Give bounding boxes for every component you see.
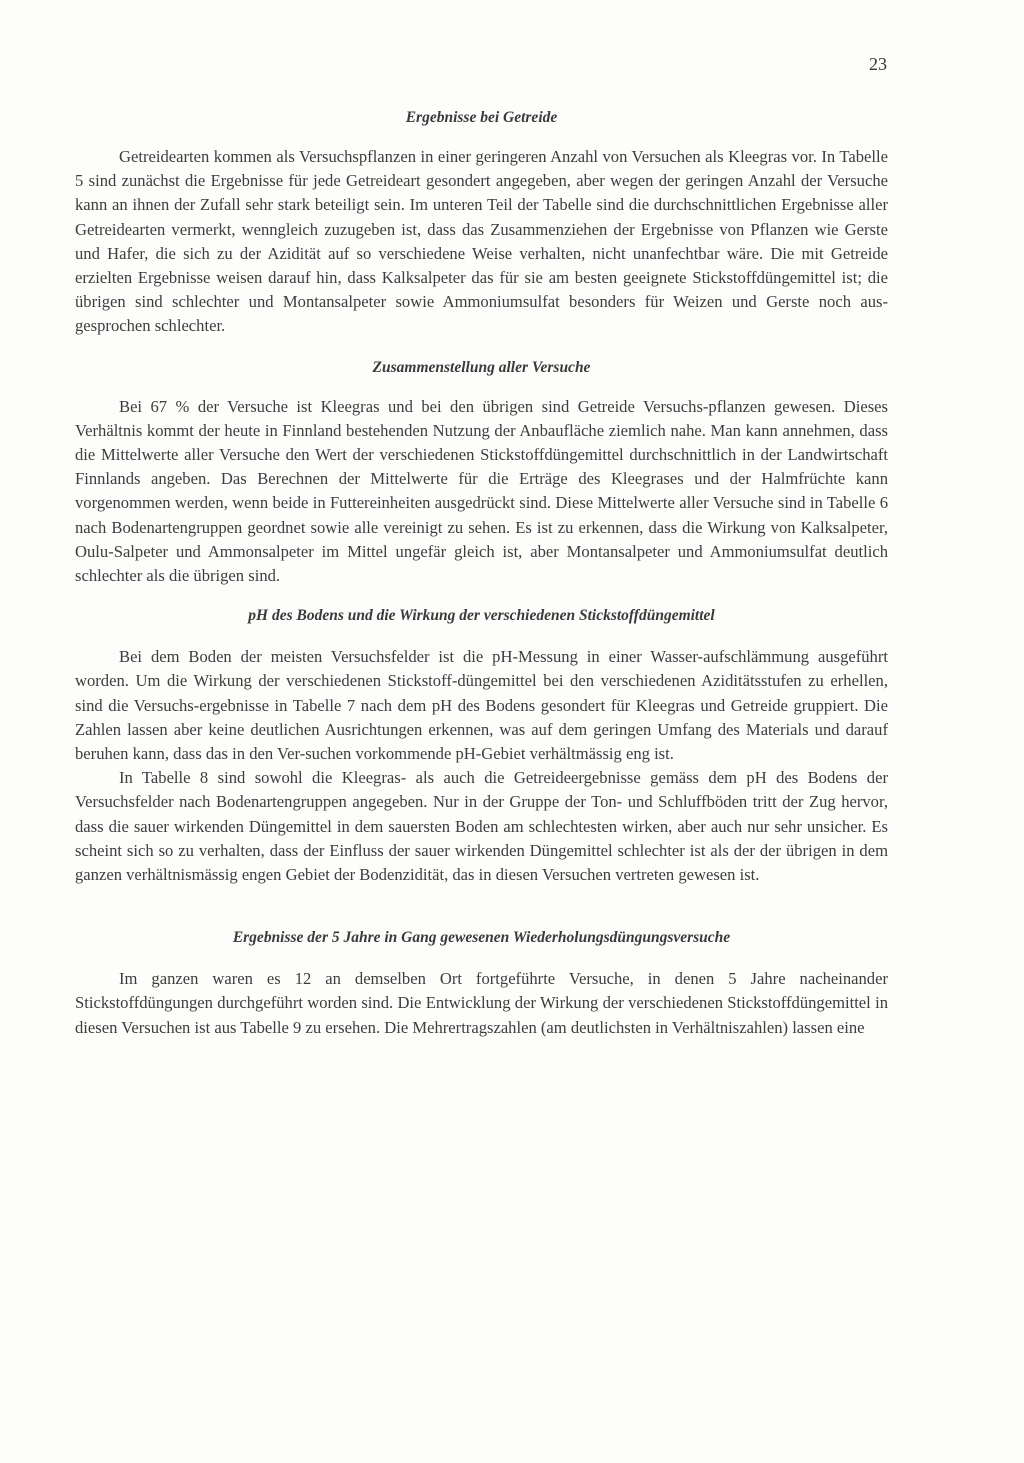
paragraph-cereals: Getreidearten kommen als Versuchspflanzen in einer geringeren Anzahl von Versuchen als Kleegras vor. In Tabelle 5 sind zunächst die Ergebnisse für jede Getreideart gesondert angegeben, aber wegen der geringen Anzahl der Versuche kann an ihnen der Zufall sehr stark beteiligt sein. Im unteren Teil der Tabelle sind die durchschnittlichen Ergebnisse aller Getreidearten vermerkt, wenngleich zuzugeben ist, dass das Zusammenziehen der Ergebnisse von Pflanzen wie Gerste und Hafer, die sich zu der Azidität auf so verschiedene Weise verhalten, nicht unanfechtbar wäre. Die mit Getreide erzielten Ergebnisse weisen darauf hin, dass Kalksalpeter das für sie am besten geeignete Stickstoffdüngemittel ist; die übrigen sind schlechter und Montansalpeter sowie Ammoniumsulfat besonders für Weizen und Gerste noch aus-gesprochen schlechter. [75,147,888,336]
section-heading-summary: Zusammenstellung aller Versuche [372,358,591,376]
paragraph-repeat-trials: Im ganzen waren es 12 an demselben Ort fortgeführte Versuche, in denen 5 Jahre nacheinander Stickstoffdüngungen durchgeführt worden sind. Die Entwicklung der Wirkung der verschiedenen Stickstoffdüngemittel in diesen Versuchen ist aus Tabelle 9 zu ersehen. Die Mehrertragszahlen (am deutlichsten in Verhältniszahlen) lassen eine [75,969,888,1037]
page-number: 23 [869,54,887,74]
section-heading-ph: pH des Bodens und die Wirkung der verschiedenen Stickstoffdüngemittel [248,607,715,625]
section-heading-repeat-trials: Ergebnisse der 5 Jahre in Gang gewesenen Wiederholungsdüngungsversuche [232,929,731,947]
paragraph-summary: Bei 67 % der Versuche ist Kleegras und bei den übrigen sind Getreide Versuchs-pflanzen gewesen. Dieses Verhältnis kommt der heute in Finnland bestehenden Nutzung der Anbaufläche ziemlich nahe. Man kann annehmen, dass die Mittelwerte aller Versuche den Wert der verschiedenen Stickstoffdüngemittel durchschnittlich in der Landwirtschaft Finnlands angeben. Das Berechnen der Mittelwerte für die Erträge des Kleegrases und der Halmfrüchte kann vorgenommen werden, wenn beide in Futtereinheiten ausgedrückt sind. Diese Mittelwerte aller Versuche sind in Tabelle 6 nach Bodenartengruppen geordnet sowie alle vereinigt zu sehen. Es ist zu erkennen, dass die Wirkung von Kalksalpeter, Oulu-Salpeter und Ammonsalpeter im Mittel ungefär gleich ist, aber Montansalpeter und Ammoniumsulfat deutlich schlechter als die übrigen sind. [75,396,888,586]
paragraph-ph-1: Bei dem Boden der meisten Versuchsfelder ist die pH-Messung in einer Wasser-aufschlämmung ausgeführt worden. Um die Wirkung der verschiedenen Stickstoff-düngemittel bei den verschiedenen Aziditätsstufen zu erhellen, sind die Versuchs-ergebnisse in Tabelle 7 nach dem pH des Bodens gesondert für Kleegras und Getreide gruppiert. Die Zahlen lassen aber keine deutlichen Ausrichtungen erkennen, was auf dem geringen Umfang des Materials und darauf beruhen kann, dass das in den Ver-suchen vorkommende pH-Gebiet verhältmässig eng ist. [75,647,888,764]
paragraph-ph-2: In Tabelle 8 sind sowohl die Kleegras- als auch die Getreideergebnisse gemäss dem pH des Bodens der Versuchsfelder nach Bodenartengruppen angegeben. Nur in der Gruppe der Ton- und Schluffböden tritt der Zug hervor, dass die sauer wirkenden Düngemittel in dem sauersten Boden am schlechtesten wirken, aber auch nur sehr unsicher. Es scheint sich so zu verhalten, dass der Einfluss der sauer wirkenden Düngemittel schlechter ist als der der übrigen in dem ganzen verhältnismässig engen Gebiet der Bodenzidität, das in diesen Versuchen vertreten gewesen ist. [75,768,888,885]
section-heading-cereals: Ergebnisse bei Getreide [405,109,558,126]
page-body [75,104,888,1040]
